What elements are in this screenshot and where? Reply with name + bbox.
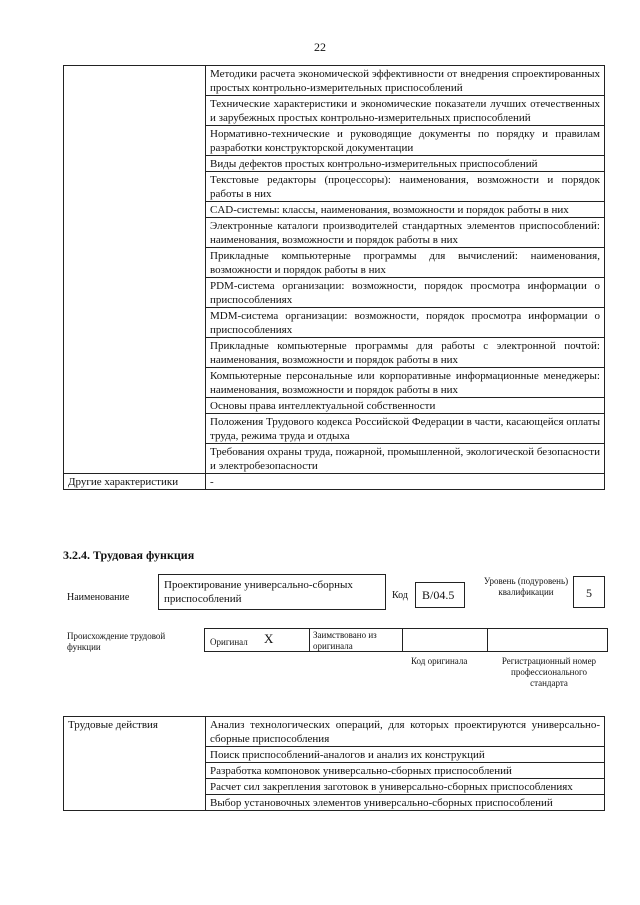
actions-label: Трудовые действия <box>64 717 206 811</box>
original-label: Оригинал <box>210 637 248 647</box>
function-name: Проектирование универсально-сборных приспособлений <box>164 579 353 605</box>
knowledge-item: Текстовые редакторы (процессоры): наименования, возможности и порядок работы в них <box>206 172 605 202</box>
knowledge-item: Положения Трудового кодекса Российской Федерации в части, касающейся оплаты труда, режима труда и отдыха <box>206 414 605 444</box>
action-item: Расчет сил закрепления заготовок в универсально-сборных приспособлениях <box>206 779 605 795</box>
action-item: Выбор установочных элементов универсально-сборных приспособлений <box>206 795 605 811</box>
code-value: В/04.5 <box>422 588 455 602</box>
knowledge-item: Виды дефектов простых контрольно-измерительных приспособлений <box>206 156 605 172</box>
knowledge-item: Методики расчета экономической эффективности от внедрения спроектированных простых контрольно-измерительных приспособлений <box>206 66 605 96</box>
action-row <box>64 717 605 747</box>
actions-table <box>63 716 605 811</box>
knowledge-table <box>63 65 605 490</box>
other-characteristics-value: - <box>206 474 605 490</box>
knowledge-item: PDM-система организации: возможности, порядок просмотра информации о приспособлениях <box>206 278 605 308</box>
knowledge-row <box>64 66 605 96</box>
other-characteristics-row <box>64 474 605 490</box>
other-characteristics-label: Другие характеристики <box>64 474 206 490</box>
name-box <box>158 574 386 610</box>
code-original-label: Код оригинала <box>411 656 468 666</box>
action-item: Разработка компоновок универсально-сборных приспособлений <box>206 763 605 779</box>
borrowed-label: Заимствовано из оригинала <box>313 630 377 651</box>
knowledge-item: MDM-система организации: возможности, порядок просмотра информации о приспособлениях <box>206 308 605 338</box>
original-mark: X <box>264 631 274 646</box>
level-box <box>573 576 605 608</box>
action-item: Поиск приспособлений-аналогов и анализ их конструкций <box>206 747 605 763</box>
knowledge-item: CAD-системы: классы, наименования, возможности и порядок работы в них <box>206 202 605 218</box>
level-value: 5 <box>586 586 592 600</box>
knowledge-item: Электронные каталоги производителей стандартных элементов приспособлений: наименования, возможности и порядок работы в них <box>206 218 605 248</box>
code-label: Код <box>392 590 408 601</box>
action-item: Анализ технологических операций, для которых проектируются универсально-сборные приспособления <box>206 717 605 747</box>
knowledge-item: Прикладные компьютерные программы для работы с электронной почтой: наименования, возможности и порядок работы в них <box>206 338 605 368</box>
knowledge-item: Компьютерные персональные или корпоративные информационные менеджеры: наименования, возможности и порядок работы в них <box>206 368 605 398</box>
reg-number-label: Регистрационный номер профессионального стандарта <box>501 656 597 688</box>
knowledge-item: Технические характеристики и экономические показатели лучших отечественных и зарубежных простых контрольно-измерительных приспособлений <box>206 96 605 126</box>
knowledge-item: Основы права интеллектуальной собственности <box>206 398 605 414</box>
level-label: Уровень (подуровень) квалификации <box>483 576 569 597</box>
knowledge-left-cell <box>64 66 206 474</box>
page-number: 22 <box>314 40 326 54</box>
knowledge-item: Нормативно-технические и руководящие документы по порядку и правилам разработки конструкторской документации <box>206 126 605 156</box>
knowledge-item: Требования охраны труда, пожарной, промышленной, экологической безопасности и электробезопасности <box>206 444 605 474</box>
code-original-cell <box>402 628 488 652</box>
section-title: 3.2.4. Трудовая функция <box>63 548 195 562</box>
knowledge-item: Прикладные компьютерные программы для вычислений: наименования, возможности и порядок работы в них <box>206 248 605 278</box>
code-box <box>415 582 465 608</box>
name-label: Наименование <box>67 592 130 603</box>
origin-label: Происхождение трудовой функции <box>67 631 166 652</box>
